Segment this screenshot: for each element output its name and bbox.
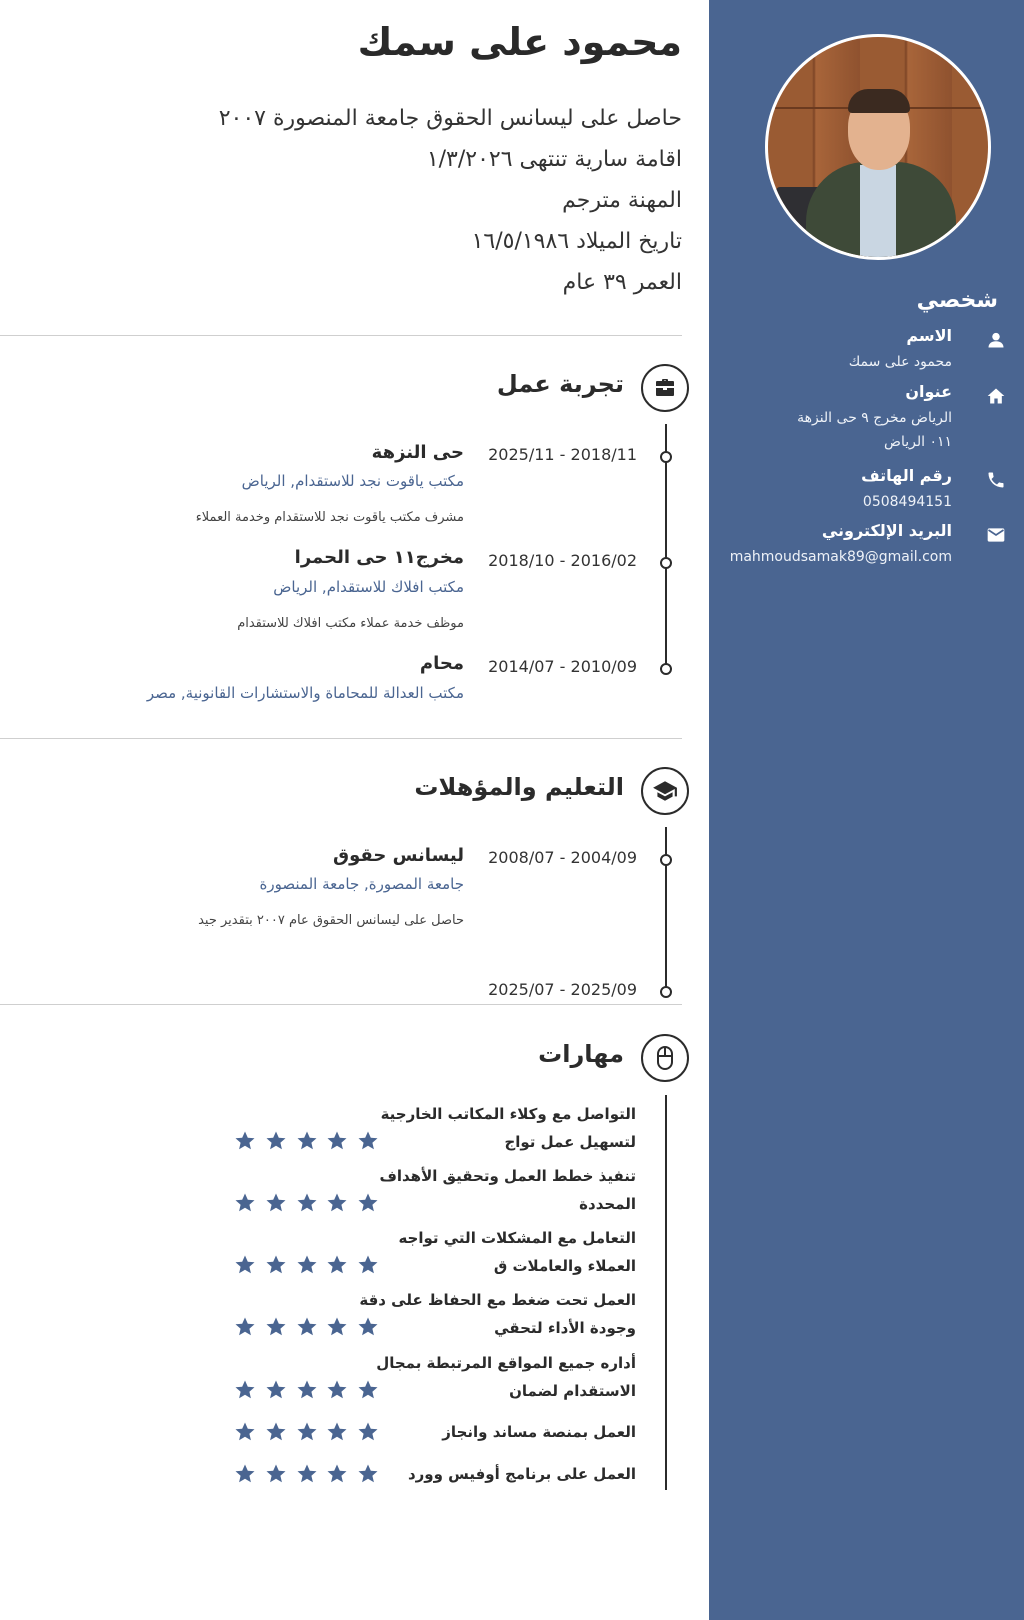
star-icon [357, 1379, 379, 1401]
sidebar-item-email [726, 521, 1006, 571]
experience-org: مكتب افلاك للاستقدام, الرياض [273, 578, 464, 596]
sidebar-label: رقم الهاتف [861, 466, 952, 485]
experience-date: 2010/09 - 2014/07 [488, 657, 637, 676]
star-icon [234, 1463, 256, 1485]
education-title: التعليم والمؤهلات [414, 773, 624, 801]
star-icon [265, 1130, 287, 1152]
skill-rating [234, 1379, 379, 1401]
sidebar-item-address [726, 382, 1006, 452]
experience-desc: موظف خدمة عملاء مكتب افلاك للاستقدام [237, 616, 464, 631]
profile-photo [765, 34, 991, 260]
divider [0, 738, 682, 739]
info-line-degree: حاصل على ليسانس الحقوق جامعة المنصورة ٢٠٠٧ [218, 106, 682, 131]
mail-icon [986, 525, 1006, 545]
experience-org: مكتب ياقوت نجد للاستقدام, الرياض [241, 472, 464, 490]
mouse-icon [641, 1034, 689, 1082]
skill-name: العمل بمنصة مساند وانجاز [442, 1423, 636, 1441]
phone-value[interactable]: 0508494151 [862, 494, 952, 510]
skill-name: تنفيذ خطط العمل وتحقيق الأهداف المحددة [379, 1167, 636, 1213]
star-icon [265, 1379, 287, 1401]
info-line-birthdate: تاريخ الميلاد ١٦/٥/١٩٨٦ [471, 229, 682, 254]
timeline-dot [660, 986, 672, 998]
star-icon [296, 1254, 318, 1276]
star-icon [296, 1463, 318, 1485]
sidebar [709, 0, 1024, 1620]
sidebar-label: الاسم [906, 326, 952, 345]
sidebar-value: محمود على سمك [848, 354, 952, 370]
skill-rating [234, 1421, 379, 1443]
star-icon [296, 1421, 318, 1443]
star-icon [326, 1192, 348, 1214]
education-desc: حاصل على ليسانس الحقوق عام ٢٠٠٧ بتقدير جيد [198, 913, 464, 928]
star-icon [357, 1192, 379, 1214]
person-icon [986, 330, 1006, 350]
sidebar-label: عنوان [905, 382, 952, 401]
star-icon [234, 1421, 256, 1443]
star-icon [265, 1316, 287, 1338]
sidebar-item-name [726, 326, 1006, 376]
skills-title: مهارات [538, 1040, 624, 1068]
skill-name: التعامل مع المشكلات التي تواجه العملاء والعاملات ق [398, 1229, 636, 1275]
star-icon [265, 1192, 287, 1214]
star-icon [326, 1130, 348, 1152]
star-icon [326, 1316, 348, 1338]
star-icon [326, 1254, 348, 1276]
skill-name: التواصل مع وكلاء المكاتب الخارجية لتسهيل عمل تواج [380, 1105, 636, 1151]
experience-position: محام [419, 653, 464, 674]
skills-line [665, 1095, 667, 1490]
divider [0, 335, 682, 336]
skill-rating [234, 1254, 379, 1276]
experience-desc: مشرف مكتب ياقوت نجد للاستقدام وخدمة العملاء [195, 510, 464, 525]
sidebar-value-line2: ٠١١ الرياض [884, 434, 952, 450]
skill-rating [234, 1316, 379, 1338]
star-icon [265, 1254, 287, 1276]
home-icon [986, 386, 1006, 406]
star-icon [296, 1130, 318, 1152]
info-line-profession: المهنة مترجم [562, 188, 682, 213]
star-icon [357, 1130, 379, 1152]
star-icon [357, 1463, 379, 1485]
education-school: جامعة المصورة, جامعة المنصورة [259, 875, 464, 893]
experience-org: مكتب العدالة للمحاماة والاستشارات القانونية, مصر [146, 684, 464, 702]
experience-title: تجربة عمل [496, 370, 624, 398]
sidebar-label: البريد الإلكتروني [821, 521, 952, 540]
star-icon [357, 1254, 379, 1276]
experience-date: 2016/02 - 2018/10 [488, 551, 637, 570]
education-date: 2004/09 - 2008/07 [488, 848, 637, 867]
graduation-cap-icon [641, 767, 689, 815]
timeline-dot [660, 854, 672, 866]
experience-position: حى النزهة [371, 442, 464, 463]
experience-position: مخرج١١ حى الحمرا [294, 547, 464, 568]
star-icon [234, 1316, 256, 1338]
star-icon [296, 1316, 318, 1338]
star-icon [357, 1316, 379, 1338]
info-line-residence: اقامة سارية تنتهى ١/٣/٢٠٢٦ [426, 147, 682, 172]
skill-name: العمل على برنامج أوفيس وورد [407, 1465, 636, 1483]
full-name: محمود على سمك [357, 20, 682, 64]
skill-rating [234, 1463, 379, 1485]
star-icon [357, 1421, 379, 1443]
star-icon [265, 1421, 287, 1443]
star-icon [326, 1421, 348, 1443]
sidebar-value: الرياض مخرج ٩ حى النزهة [797, 410, 952, 426]
briefcase-icon [641, 364, 689, 412]
education-timeline [665, 827, 667, 992]
sidebar-title: شخصي [916, 288, 998, 313]
star-icon [326, 1379, 348, 1401]
divider [0, 1004, 682, 1005]
education-degree: ليسانس حقوق [333, 845, 464, 866]
skill-rating [234, 1192, 379, 1214]
phone-icon [986, 470, 1006, 490]
star-icon [296, 1379, 318, 1401]
experience-date: 2018/11 - 2025/11 [488, 445, 637, 464]
star-icon [265, 1463, 287, 1485]
timeline-dot [660, 663, 672, 675]
star-icon [234, 1192, 256, 1214]
timeline-dot [660, 451, 672, 463]
star-icon [234, 1254, 256, 1276]
star-icon [296, 1192, 318, 1214]
star-icon [234, 1379, 256, 1401]
skill-name: العمل تحت ضغط مع الحفاظ على دقة وجودة الأداء لتحقي [359, 1291, 636, 1337]
star-icon [234, 1130, 256, 1152]
timeline-dot [660, 557, 672, 569]
info-line-age: العمر ٣٩ عام [562, 270, 682, 295]
skill-name: أداره جميع المواقع المرتبطة بمجال الاستقدام لضمان [376, 1354, 636, 1400]
sidebar-item-phone [726, 466, 1006, 516]
star-icon [326, 1463, 348, 1485]
education-date: 2025/09 - 2025/07 [488, 980, 637, 999]
skill-rating [234, 1130, 379, 1152]
email-value[interactable]: mahmoudsamak89@gmail.com [729, 549, 952, 565]
